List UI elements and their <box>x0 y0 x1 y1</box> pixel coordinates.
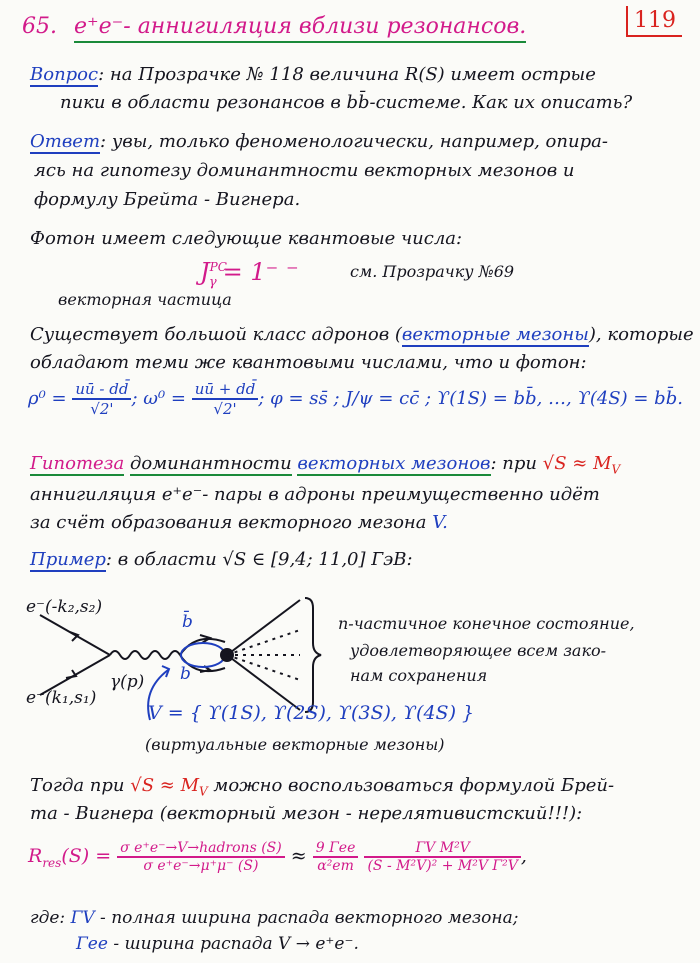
answer-line-2: ясь на гипотезу доминантности векторных мезонов и <box>34 160 575 181</box>
final-state-line-2: удовлетворяющее всем зако- <box>350 641 607 660</box>
hypothesis-line-1: Гипотеза доминантности векторных мезонов: при $√S \approx M_V$ <box>30 453 621 477</box>
photon-text: Фотон имеет следующие квантовые числа: <box>30 228 463 249</box>
breit-line-2: та - Вигнера (векторный мезон - нерелятивистский!!!): <box>30 803 583 824</box>
where-line-2: Γee - ширина распада V → e⁺e⁻. <box>76 934 359 954</box>
answer-line-3: формулу Брейта - Вигнера. <box>34 189 301 210</box>
photon-formula: $J^{PC}_\gamma = 1^-$ ⁻ <box>200 258 299 290</box>
page-number: 119 <box>626 6 682 37</box>
answer-label: Ответ <box>30 131 101 152</box>
example-line: Пример: в области √S ∈ [9,4; 11,0] ГэВ: <box>30 549 413 570</box>
question-line-2: пики в области резонансов в bb̄-системе. Как их описать? <box>60 92 633 113</box>
b-label: b <box>180 664 191 684</box>
where-line-1: где: ΓV - полная ширина распада векторного мезона; <box>30 908 519 928</box>
mesons-formula: ρ⁰ = $\frac{uū - dd̄}{√2'}$ ; ω⁰ = $\frac{uū + dd̄}{√2'}$ ; φ = ss̄ ; J/ψ = cc̄ ; ϒ(1S) = bb̄, …, ϒ(4S) = bb̄. <box>28 380 683 418</box>
section-title: e⁺e⁻- аннигиляция вблизи резонансов. <box>74 14 526 43</box>
virtual-mesons-note: (виртуальные векторные мезоны) <box>145 735 445 754</box>
resonance-formula: $R_{res}(S)$ = $\frac{\text{σ e⁺e⁻→V→hadrons (S)}}{\text{σ e⁺e⁻→μ⁺μ⁻ (S)}}$ ≈ $\frac{\text{9 Γee}}{\text{α²em}}$ $\frac{\text{ΓV M²V}}{\text{(S - M²V)² + M²V Γ²V}}$ , <box>28 840 527 874</box>
final-state-brace <box>305 598 321 712</box>
photon-label: γ(p) <box>110 672 145 692</box>
hadron-lines <box>227 600 300 710</box>
question-line-1: Вопрос: на Прозрачке № 118 величина R(S) имеет острые <box>30 64 596 85</box>
answer-line-1: Ответ: увы, только феноменологически, например, опира- <box>30 131 608 152</box>
example-label: Пример <box>30 549 106 570</box>
hypothesis-label: Гипотеза <box>30 453 125 474</box>
b-bar-label: b̄ <box>182 612 193 632</box>
hadrons-line-2: обладают теми же квантовыми числами, что и фотон: <box>30 352 587 373</box>
section-number: 65. <box>22 14 57 39</box>
electron-bottom-label: e⁻(k₁,s₁) <box>26 688 97 708</box>
rho-fraction: $\frac{uū - dd̄}{√2'}$ <box>72 380 131 418</box>
v-set: V = { ϒ(1S), ϒ(2S), ϒ(3S), ϒ(4S) } <box>148 702 475 724</box>
hypothesis-line-3: за счёт образования векторного мезона V. <box>30 512 448 533</box>
final-state-line-3: нам сохранения <box>350 666 488 685</box>
cross-section-ratio: $\frac{\text{σ e⁺e⁻→V→hadrons (S)}}{\text{σ e⁺e⁻→μ⁺μ⁻ (S)}}$ <box>117 840 285 874</box>
vector-particle-note: векторная частица <box>58 290 232 309</box>
electron-top-label: e⁻(-k₂,s₂) <box>26 597 103 617</box>
question-label: Вопрос <box>30 64 99 85</box>
hypothesis-line-2: аннигиляция e⁺e⁻- пары в адроны преимущественно идёт <box>30 484 600 505</box>
electron-lines <box>40 615 110 695</box>
photon-propagator <box>110 651 180 659</box>
breit-line-1: Тогда при $√S \approx M_V$ можно воспользоваться формулой Брей- <box>30 775 615 799</box>
omega-fraction: $\frac{uū + dd̄}{√2'}$ <box>192 380 259 418</box>
breit-wigner-fraction: $\frac{\text{ΓV M²V}}{\text{(S - M²V)² + M²V Γ²V}}$ <box>364 840 520 874</box>
gamma-ee-fraction: $\frac{\text{9 Γee}}{\text{α²em}}$ <box>313 840 359 874</box>
final-state-line-1: n-частичное конечное состояние, <box>338 614 635 633</box>
hadrons-line-1: Существует большой класс адронов (векторные мезоны), которые <box>30 324 694 345</box>
photon-ref: см. Прозрачку №69 <box>350 262 515 281</box>
